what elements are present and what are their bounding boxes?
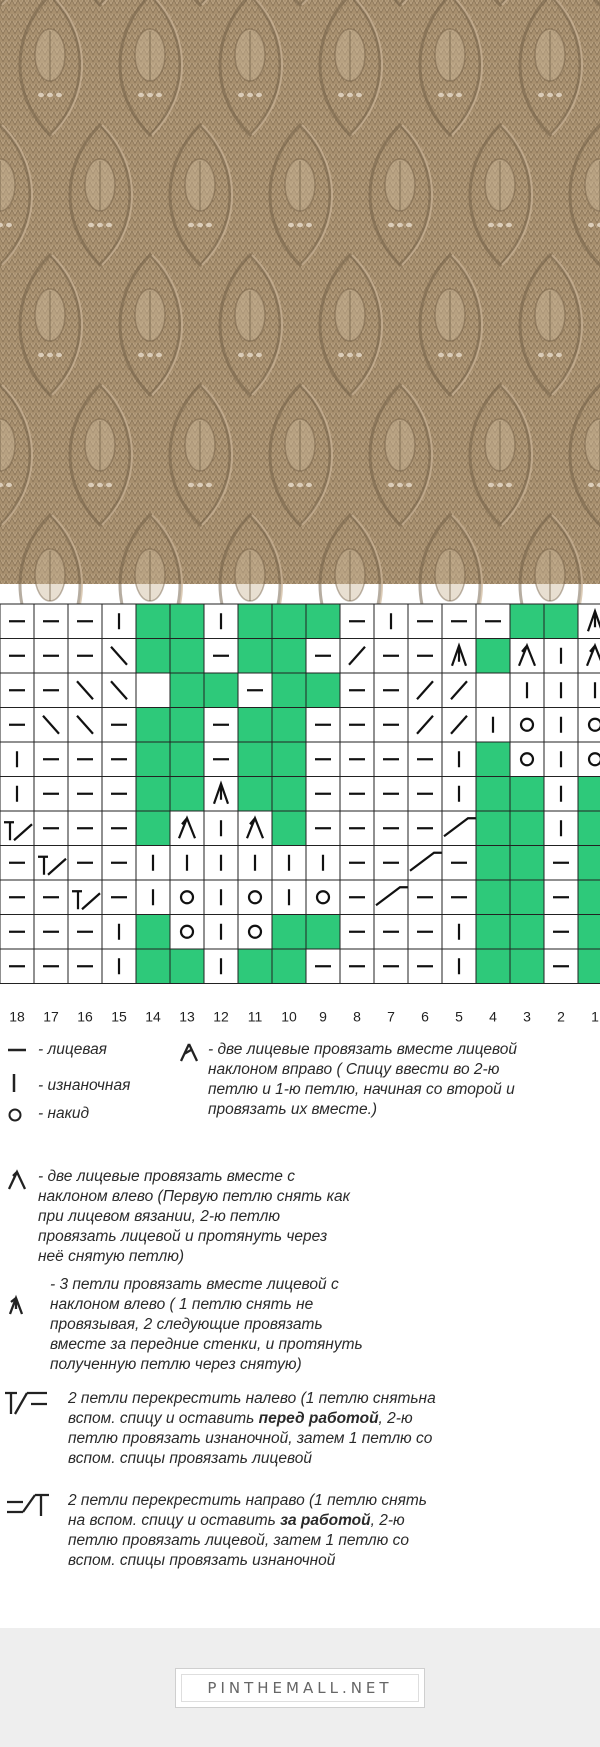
chart-cell-r4-c10 bbox=[272, 846, 306, 881]
chart-cell-r4-c3 bbox=[510, 846, 544, 881]
chart-cell-r1-c2 bbox=[544, 949, 578, 984]
chart-cell-r11-c1 bbox=[578, 604, 600, 639]
chart-cell-r5-c2 bbox=[544, 811, 578, 846]
chart-cell-r4-c15 bbox=[102, 846, 136, 881]
legend-k2tog-left-label: - две лицевые провязать вместе с наклоном влево (Первую петлю снять как при лицевом вязании, 2-ю петлю провязать лицевой и протянуть через неё снятую петлю) bbox=[38, 1168, 350, 1265]
chart-cell-r9-c17 bbox=[34, 673, 68, 708]
chart-cell-r1-c9 bbox=[306, 949, 340, 984]
chart-cell-r3-c3 bbox=[510, 880, 544, 915]
chart-column-number: 4 bbox=[489, 1008, 497, 1025]
chart-cell-r10-c10 bbox=[272, 639, 306, 674]
chart-column-number: 14 bbox=[145, 1008, 161, 1025]
chart-cell-r9-c3 bbox=[510, 673, 544, 708]
chart-cell-r9-c1 bbox=[578, 673, 600, 708]
chart-cell-r11-c6 bbox=[408, 604, 442, 639]
chart-cell-r2-c5 bbox=[442, 915, 476, 950]
chart-cell-r5-c1 bbox=[578, 811, 600, 846]
chart-cell-r3-c7 bbox=[374, 880, 408, 915]
chart-cell-r9-c7 bbox=[374, 673, 408, 708]
chart-cell-r3-c8 bbox=[340, 880, 374, 915]
chart-cell-r3-c4 bbox=[476, 880, 510, 915]
chart-cell-r4-c11 bbox=[238, 846, 272, 881]
chart-cell-r1-c12 bbox=[204, 949, 238, 984]
k3tog-left-symbol-icon bbox=[6, 1293, 26, 1317]
chart-cell-r8-c15 bbox=[102, 708, 136, 743]
chart-cell-r7-c4 bbox=[476, 742, 510, 777]
chart-cell-r6-c1 bbox=[578, 777, 600, 812]
chart-cell-r11-c15 bbox=[102, 604, 136, 639]
chart-cell-r7-c11 bbox=[238, 742, 272, 777]
chart-cell-r11-c13 bbox=[170, 604, 204, 639]
chart-cell-r7-c8 bbox=[340, 742, 374, 777]
chart-cell-r4-c14 bbox=[136, 846, 170, 881]
chart-cell-r1-c8 bbox=[340, 949, 374, 984]
chart-cell-r11-c9 bbox=[306, 604, 340, 639]
chart-cell-r7-c6 bbox=[408, 742, 442, 777]
chart-cell-r2-c14 bbox=[136, 915, 170, 950]
cross-right-symbol-icon bbox=[3, 1490, 51, 1520]
chart-cell-r7-c17 bbox=[34, 742, 68, 777]
chart-cell-r7-c1 bbox=[578, 742, 600, 777]
chart-cell-r11-c10 bbox=[272, 604, 306, 639]
chart-cell-r8-c3 bbox=[510, 708, 544, 743]
legend-yo-label: - накид bbox=[38, 1105, 90, 1122]
chart-cell-r8-c7 bbox=[374, 708, 408, 743]
chart-column-number: 18 bbox=[9, 1008, 25, 1025]
chart-cell-r1-c7 bbox=[374, 949, 408, 984]
chart-cell-r10-c5 bbox=[442, 639, 476, 674]
chart-column-number: 10 bbox=[281, 1008, 297, 1025]
chart-cell-r4-c4 bbox=[476, 846, 510, 881]
chart-cell-r1-c18 bbox=[0, 949, 34, 984]
chart-cell-r6-c8 bbox=[340, 777, 374, 812]
legend-purl-label: - изнаночная bbox=[38, 1077, 131, 1094]
chart-cell-r8-c9 bbox=[306, 708, 340, 743]
legend-knit-label: - лицевая bbox=[38, 1041, 107, 1058]
chart-cell-r3-c16 bbox=[68, 880, 102, 915]
chart-cell-r1-c10 bbox=[272, 949, 306, 984]
chart-cell-r10-c13 bbox=[170, 639, 204, 674]
chart-cell-r5-c7 bbox=[374, 811, 408, 846]
chart-cell-r3-c10 bbox=[272, 880, 306, 915]
chart-cell-r5-c17 bbox=[34, 811, 68, 846]
chart-cell-r9-c6 bbox=[408, 673, 442, 708]
chart-cell-r2-c16 bbox=[68, 915, 102, 950]
chart-cell-r8-c11 bbox=[238, 708, 272, 743]
chart-cell-r3-c2 bbox=[544, 880, 578, 915]
chart-cell-r6-c3 bbox=[510, 777, 544, 812]
chart-cell-r9-c11 bbox=[238, 673, 272, 708]
chart-cell-r6-c17 bbox=[34, 777, 68, 812]
legend-k2tog-right-label: - две лицевые провязать вместе лицевой наклоном вправо ( Спицу ввести во 2-ю петлю и 1-ю петлю, начиная со второй и провязать их вместе.) bbox=[208, 1041, 518, 1118]
chart-cell-r3-c1 bbox=[578, 880, 600, 915]
chart-column-numbers bbox=[9, 1009, 599, 1025]
chart-cell-r6-c4 bbox=[476, 777, 510, 812]
chart-cell-r9-c14 bbox=[136, 673, 170, 708]
site-watermark[interactable] bbox=[175, 1668, 425, 1708]
chart-column-number: 7 bbox=[387, 1008, 395, 1025]
chart-column-number: 16 bbox=[77, 1008, 93, 1025]
chart-cell-r2-c17 bbox=[34, 915, 68, 950]
chart-cell-r4-c16 bbox=[68, 846, 102, 881]
chart-cell-r6-c15 bbox=[102, 777, 136, 812]
chart-column-number: 1 bbox=[591, 1008, 599, 1025]
chart-cell-r7-c2 bbox=[544, 742, 578, 777]
chart-cell-r5-c4 bbox=[476, 811, 510, 846]
chart-cell-r10-c12 bbox=[204, 639, 238, 674]
chart-column-number: 8 bbox=[353, 1008, 361, 1025]
chart-cell-r10-c8 bbox=[340, 639, 374, 674]
chart-cell-r5-c3 bbox=[510, 811, 544, 846]
chart-cell-r4-c8 bbox=[340, 846, 374, 881]
chart-column-number: 17 bbox=[43, 1008, 59, 1025]
k2tog-right-symbol-icon bbox=[178, 1040, 200, 1064]
chart-cell-r3-c13 bbox=[170, 880, 204, 915]
chart-cell-r6-c12 bbox=[204, 777, 238, 812]
chart-cell-r1-c13 bbox=[170, 949, 204, 984]
chart-cell-r6-c6 bbox=[408, 777, 442, 812]
chart-cell-r10-c2 bbox=[544, 639, 578, 674]
chart-column-number: 2 bbox=[557, 1008, 565, 1025]
chart-cell-r9-c10 bbox=[272, 673, 306, 708]
chart-cell-r6-c9 bbox=[306, 777, 340, 812]
chart-cell-r2-c8 bbox=[340, 915, 374, 950]
chart-cell-r3-c9 bbox=[306, 880, 340, 915]
chart-column-number: 3 bbox=[523, 1008, 531, 1025]
chart-cell-r7-c5 bbox=[442, 742, 476, 777]
chart-cell-r4-c5 bbox=[442, 846, 476, 881]
chart-cell-r5-c13 bbox=[170, 811, 204, 846]
chart-cell-r2-c9 bbox=[306, 915, 340, 950]
chart-cell-r2-c10 bbox=[272, 915, 306, 950]
chart-cell-r11-c16 bbox=[68, 604, 102, 639]
chart-cell-r1-c3 bbox=[510, 949, 544, 984]
chart-cell-r8-c2 bbox=[544, 708, 578, 743]
chart-cell-r10-c18 bbox=[0, 639, 34, 674]
chart-cell-r10-c1 bbox=[578, 639, 600, 674]
chart-cell-r7-c12 bbox=[204, 742, 238, 777]
chart-cell-r2-c6 bbox=[408, 915, 442, 950]
chart-cell-r6-c16 bbox=[68, 777, 102, 812]
chart-cell-r3-c14 bbox=[136, 880, 170, 915]
chart-cell-r10-c9 bbox=[306, 639, 340, 674]
legend-cross-right-label: 2 петли перекрестить направо (1 петлю снять на вспом. спицу и оставить за работой, 2-ю петлю провязать лицевой, затем 1 петлю со вспом. спицы провязать изнаночной bbox=[68, 1492, 427, 1569]
chart-cell-r1-c16 bbox=[68, 949, 102, 984]
chart-cell-r10-c14 bbox=[136, 639, 170, 674]
chart-cell-r7-c9 bbox=[306, 742, 340, 777]
chart-cell-r5-c15 bbox=[102, 811, 136, 846]
chart-cell-r2-c13 bbox=[170, 915, 204, 950]
chart-cell-r4-c9 bbox=[306, 846, 340, 881]
chart-cell-r9-c12 bbox=[204, 673, 238, 708]
chart-cell-r8-c5 bbox=[442, 708, 476, 743]
chart-cell-r11-c7 bbox=[374, 604, 408, 639]
chart-cell-r8-c16 bbox=[68, 708, 102, 743]
chart-cell-r6-c14 bbox=[136, 777, 170, 812]
chart-cell-r11-c4 bbox=[476, 604, 510, 639]
chart-cell-r11-c18 bbox=[0, 604, 34, 639]
chart-cell-r9-c16 bbox=[68, 673, 102, 708]
chart-cell-r7-c14 bbox=[136, 742, 170, 777]
chart-cell-r10-c6 bbox=[408, 639, 442, 674]
chart-cell-r7-c15 bbox=[102, 742, 136, 777]
chart-cell-r11-c3 bbox=[510, 604, 544, 639]
chart-cell-r7-c13 bbox=[170, 742, 204, 777]
chart-cell-r5-c11 bbox=[238, 811, 272, 846]
chart-cell-r2-c3 bbox=[510, 915, 544, 950]
chart-cell-r5-c14 bbox=[136, 811, 170, 846]
chart-cell-r10-c4 bbox=[476, 639, 510, 674]
chart-cell-r5-c9 bbox=[306, 811, 340, 846]
chart-cell-r1-c6 bbox=[408, 949, 442, 984]
legend-k3tog-left-label: - 3 петли провязать вместе лицевой с наклоном влево ( 1 петлю снять не провязывая, 2 следующие провязать вместе за передние стенки, и протянуть полученную петлю через снятую) bbox=[50, 1276, 363, 1373]
chart-cell-r6-c7 bbox=[374, 777, 408, 812]
chart-column-number: 6 bbox=[421, 1008, 429, 1025]
chart-cell-r2-c2 bbox=[544, 915, 578, 950]
yarn-over-symbol-icon bbox=[6, 1106, 24, 1124]
chart-column-number: 13 bbox=[179, 1008, 195, 1025]
chart-cell-r9-c15 bbox=[102, 673, 136, 708]
chart-cell-r6-c11 bbox=[238, 777, 272, 812]
chart-cell-r1-c1 bbox=[578, 949, 600, 984]
chart-cell-r1-c14 bbox=[136, 949, 170, 984]
chart-cell-r6-c10 bbox=[272, 777, 306, 812]
chart-cell-r3-c6 bbox=[408, 880, 442, 915]
chart-cell-r9-c13 bbox=[170, 673, 204, 708]
chart-cell-r8-c13 bbox=[170, 708, 204, 743]
chart-cell-r8-c12 bbox=[204, 708, 238, 743]
chart-cell-r7-c7 bbox=[374, 742, 408, 777]
chart-cell-r9-c8 bbox=[340, 673, 374, 708]
knitted-fabric-photo bbox=[0, 0, 600, 584]
purl-symbol-icon bbox=[8, 1072, 20, 1094]
chart-cell-r3-c18 bbox=[0, 880, 34, 915]
chart-cell-r2-c18 bbox=[0, 915, 34, 950]
chart-cell-r9-c4 bbox=[476, 673, 510, 708]
chart-cell-r5-c16 bbox=[68, 811, 102, 846]
footer bbox=[0, 1628, 600, 1747]
chart-cell-r5-c18 bbox=[0, 811, 34, 846]
chart-cell-r8-c4 bbox=[476, 708, 510, 743]
chart-cell-r3-c5 bbox=[442, 880, 476, 915]
chart-cell-r10-c11 bbox=[238, 639, 272, 674]
chart-cell-r11-c14 bbox=[136, 604, 170, 639]
chart-cell-r5-c8 bbox=[340, 811, 374, 846]
chart-cell-r4-c18 bbox=[0, 846, 34, 881]
chart-cell-r4-c6 bbox=[408, 846, 442, 881]
cross-left-symbol-icon bbox=[3, 1388, 51, 1418]
chart-cell-r3-c12 bbox=[204, 880, 238, 915]
chart-cell-r5-c12 bbox=[204, 811, 238, 846]
chart-cell-r7-c3 bbox=[510, 742, 544, 777]
chart-column-number: 15 bbox=[111, 1008, 127, 1025]
chart-cell-r11-c12 bbox=[204, 604, 238, 639]
chart-cell-r8-c17 bbox=[34, 708, 68, 743]
chart-cell-r11-c5 bbox=[442, 604, 476, 639]
chart-column-number: 12 bbox=[213, 1008, 229, 1025]
chart-column-number: 9 bbox=[319, 1008, 327, 1025]
chart-cell-r5-c6 bbox=[408, 811, 442, 846]
chart-cell-r7-c18 bbox=[0, 742, 34, 777]
chart-cell-r5-c10 bbox=[272, 811, 306, 846]
chart-cell-r4-c13 bbox=[170, 846, 204, 881]
chart-cell-r7-c16 bbox=[68, 742, 102, 777]
chart-cell-r3-c17 bbox=[34, 880, 68, 915]
chart-cell-r10-c16 bbox=[68, 639, 102, 674]
chart-cell-r11-c17 bbox=[34, 604, 68, 639]
chart-column-number: 11 bbox=[247, 1008, 263, 1025]
chart-cell-r6-c2 bbox=[544, 777, 578, 812]
chart-cell-r7-c10 bbox=[272, 742, 306, 777]
chart-cell-r1-c11 bbox=[238, 949, 272, 984]
legend-cross-left-label: 2 петли перекрестить налево (1 петлю снятьна вспом. спицу и оставить перед работой, 2-ю петлю провязать изнаночной, затем 1 петлю со вспом. спицы провязать лицевой bbox=[68, 1390, 436, 1467]
chart-cell-r9-c2 bbox=[544, 673, 578, 708]
chart-cell-r9-c5 bbox=[442, 673, 476, 708]
chart-cell-r3-c15 bbox=[102, 880, 136, 915]
chart-cell-r2-c15 bbox=[102, 915, 136, 950]
chart-cell-r8-c1 bbox=[578, 708, 600, 743]
chart-cell-r1-c17 bbox=[34, 949, 68, 984]
chart-cell-r6-c13 bbox=[170, 777, 204, 812]
chart-cell-r1-c15 bbox=[102, 949, 136, 984]
chart-cell-r11-c11 bbox=[238, 604, 272, 639]
chart-cell-r5-c5 bbox=[442, 811, 476, 846]
chart-cell-r10-c7 bbox=[374, 639, 408, 674]
chart-cell-r1-c4 bbox=[476, 949, 510, 984]
chart-cell-r8-c14 bbox=[136, 708, 170, 743]
chart-cell-r9-c18 bbox=[0, 673, 34, 708]
chart-cell-r10-c15 bbox=[102, 639, 136, 674]
chart-cell-r8-c10 bbox=[272, 708, 306, 743]
chart-cell-r4-c1 bbox=[578, 846, 600, 881]
chart-cell-r6-c18 bbox=[0, 777, 34, 812]
chart-cell-r2-c12 bbox=[204, 915, 238, 950]
k2tog-left-symbol-icon bbox=[5, 1168, 27, 1192]
chart-cell-r2-c1 bbox=[578, 915, 600, 950]
chart-grid bbox=[0, 604, 600, 984]
chart-cell-r2-c7 bbox=[374, 915, 408, 950]
chart-cell-r4-c12 bbox=[204, 846, 238, 881]
knitting-chart bbox=[0, 598, 600, 1025]
chart-cell-r8-c8 bbox=[340, 708, 374, 743]
chart-cell-r4-c2 bbox=[544, 846, 578, 881]
chart-cell-r4-c17 bbox=[34, 846, 68, 881]
chart-cell-r10-c17 bbox=[34, 639, 68, 674]
chart-cell-r10-c3 bbox=[510, 639, 544, 674]
chart-cell-r8-c6 bbox=[408, 708, 442, 743]
chart-column-number: 5 bbox=[455, 1008, 463, 1025]
chart-cell-r11-c8 bbox=[340, 604, 374, 639]
chart-cell-r2-c11 bbox=[238, 915, 272, 950]
chart-cell-r4-c7 bbox=[374, 846, 408, 881]
knit-symbol-icon bbox=[6, 1044, 28, 1056]
chart-cell-r8-c18 bbox=[0, 708, 34, 743]
chart-cell-r9-c9 bbox=[306, 673, 340, 708]
chart-cell-r6-c5 bbox=[442, 777, 476, 812]
chart-cell-r3-c11 bbox=[238, 880, 272, 915]
chart-cell-r2-c4 bbox=[476, 915, 510, 950]
chart-cell-r11-c2 bbox=[544, 604, 578, 639]
watermark-text: PINTHEMALL.NET bbox=[207, 1679, 393, 1697]
chart-cell-r1-c5 bbox=[442, 949, 476, 984]
